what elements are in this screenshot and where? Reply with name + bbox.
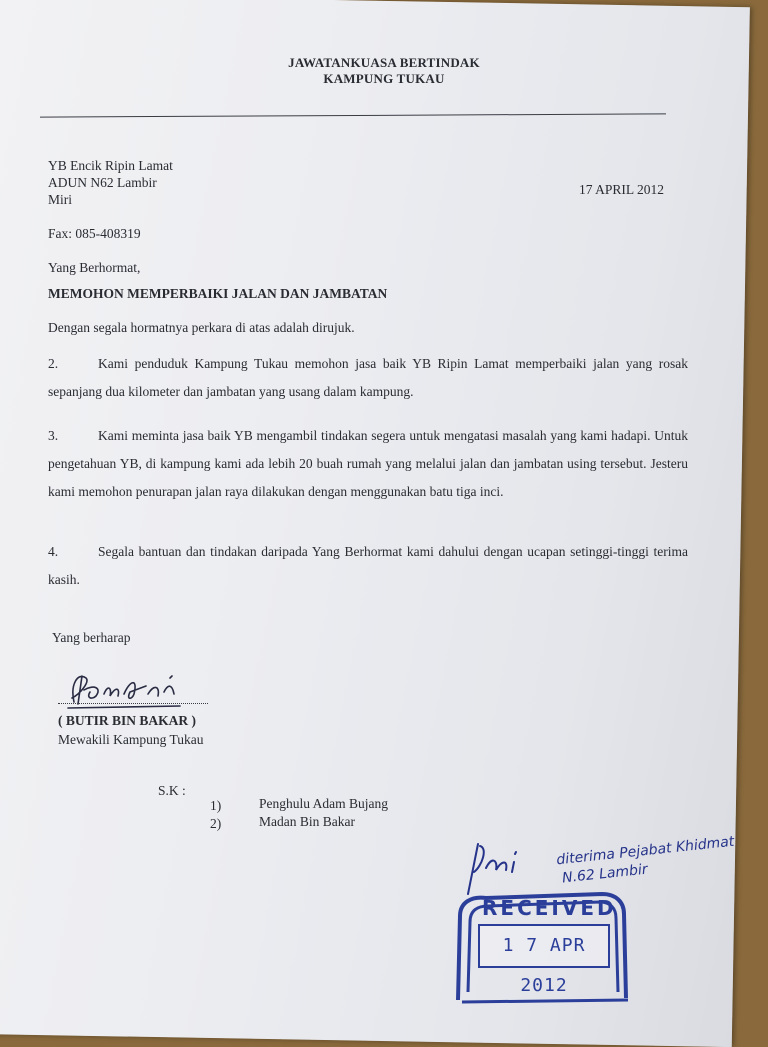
letter-subject: MEMOHON MEMPERBAIKI JALAN DAN JAMBATAN	[48, 286, 388, 301]
stamp-label: RECEIVED	[482, 896, 617, 920]
salutation: Yang Berhormat,	[48, 260, 141, 275]
paragraph-text: Segala bantuan dan tindakan daripada Yang Berhormat kami dahului dengan ucapan setinggi-tinggi terima kasih.	[48, 544, 688, 587]
handwritten-note-line2: N.62 Lambir	[561, 861, 649, 887]
signatory-name: ( BUTIR BIN BAKAR )	[58, 713, 197, 728]
paragraph-2	[48, 350, 688, 406]
paragraph-3	[48, 422, 688, 506]
recipient-position: ADUN N62 Lambir	[48, 175, 157, 190]
paragraph-number: 4.	[48, 544, 59, 559]
opening-sentence: Dengan segala hormatnya perkara di atas adalah dirujuk.	[48, 320, 355, 335]
letter-date: 17 APRIL 2012	[579, 182, 665, 197]
fax-number: Fax: 085-408319	[48, 226, 141, 241]
recipient-city: Miri	[48, 192, 73, 207]
signature	[60, 664, 200, 714]
cc-number: 1)	[210, 798, 222, 813]
handwritten-note-line1: diterima Pejabat Khidmat	[555, 833, 736, 869]
cc-number: 2)	[210, 816, 222, 831]
stamp-date: 1 7 APR 2012	[478, 924, 610, 968]
paragraph-text: Kami meminta jasa baik YB mengambil tindakan segera untuk mengatasi masalah yang kami hadapi. Untuk pengetahuan YB, di kampung kami ada lebih 20 buah rumah yang melalui jalan dan jambatan using tersebut. Jesteru kami memohon penurapan jalan raya dilakukan dengan menggunakan batu tiga inci.	[48, 428, 688, 499]
letterhead-line2: KAMPUNG TUKAU	[323, 71, 445, 86]
cc-name: Madan Bin Bakar	[259, 814, 355, 829]
recipient-name: YB Encik Ripin Lamat	[48, 158, 173, 173]
closing: Yang berharap	[52, 630, 131, 645]
signature-line	[58, 703, 208, 704]
cc-label: S.K :	[158, 783, 186, 798]
letterhead-line1: JAWATANKUASA BERTINDAK	[288, 55, 480, 70]
received-stamp	[452, 888, 632, 1008]
paragraph-number: 2.	[48, 356, 59, 371]
cc-name: Penghulu Adam Bujang	[259, 796, 388, 811]
paragraph-text: Kami penduduk Kampung Tukau memohon jasa baik YB Ripin Lamat memperbaiki jalan yang rosak sepanjang dua kilometer dan jambatan yang usang dalam kampung.	[48, 356, 688, 399]
paragraph-number: 3.	[48, 428, 59, 443]
paragraph-4	[48, 538, 688, 594]
signatory-role: Mewakili Kampung Tukau	[58, 732, 204, 747]
